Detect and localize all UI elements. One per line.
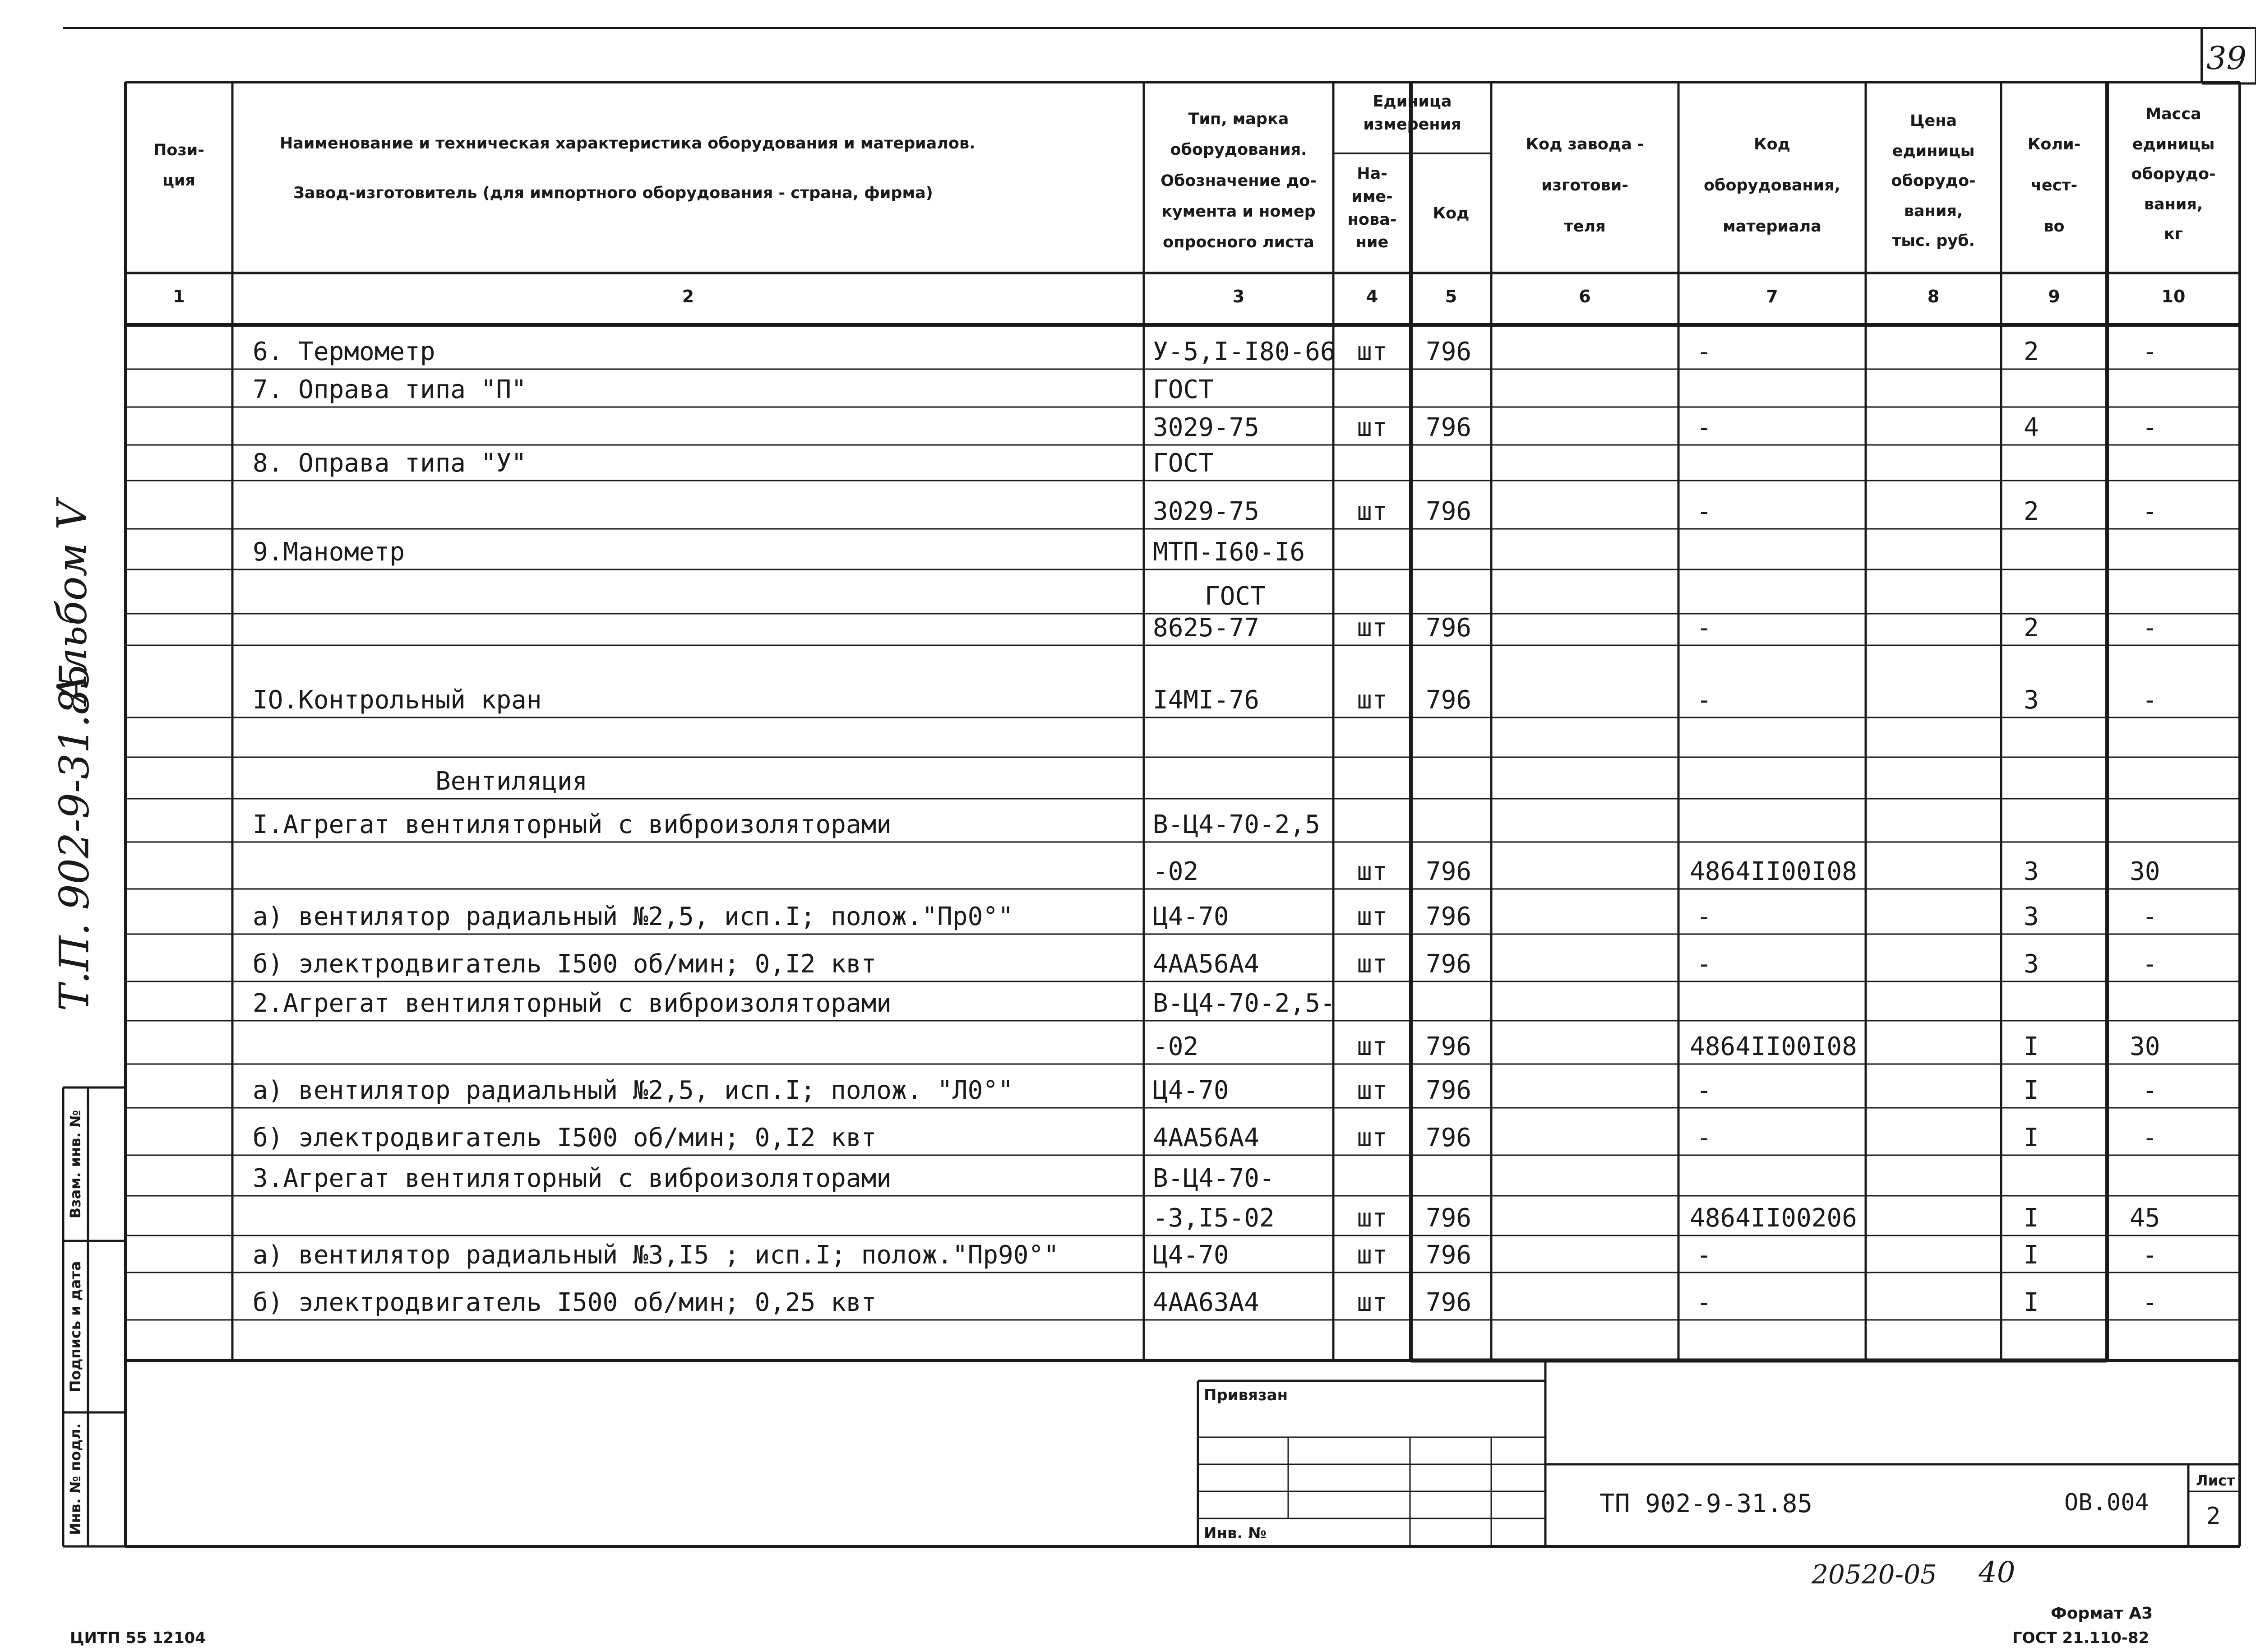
column-number: 3	[1232, 287, 1245, 306]
cell-unit: шт	[1357, 1123, 1387, 1152]
cell-material-code: -	[1697, 337, 1712, 366]
footer-gost: ГОСТ 21.110-82	[2012, 1629, 2150, 1647]
cell-unit: шт	[1357, 685, 1387, 715]
cell-unit: шт	[1357, 1288, 1387, 1317]
cell-mass: -	[2142, 1240, 2158, 1270]
cell-unit-code: 796	[1426, 1240, 1472, 1270]
cell-unit-code: 796	[1426, 1123, 1472, 1152]
cell-material-code: -	[1697, 1240, 1712, 1270]
cell-name: б) электродвигатель I500 об/мин; 0,I2 квт	[253, 949, 877, 979]
cell-name: а) вентилятор радиальный №2,5, исп.I; полож."Пр0°"	[253, 902, 1013, 931]
cell-unit: шт	[1357, 1240, 1387, 1270]
column-number: 10	[2161, 287, 2186, 306]
cell-material-code: 4864II00I08	[1690, 857, 1857, 886]
cell-material-code: -	[1697, 497, 1712, 526]
stamp-designation: ТП 902-9-31.85	[1600, 1489, 1813, 1518]
cell-unit: шт	[1357, 613, 1387, 643]
header-unit-group: Единица измерения	[1363, 93, 1461, 134]
cell-quantity: 2	[2024, 337, 2039, 366]
cell-mass: -	[2142, 685, 2158, 715]
cell-unit: шт	[1357, 497, 1387, 526]
cell-quantity: I	[2024, 1203, 2039, 1233]
cell-material-code: -	[1697, 613, 1712, 643]
stamp-code: ОВ.004	[2064, 1489, 2149, 1516]
cell-unit-code: 796	[1426, 1203, 1472, 1233]
cell-unit-code: 796	[1426, 949, 1472, 979]
cell-quantity: I	[2024, 1032, 2039, 1061]
cell-material-code: -	[1697, 413, 1712, 442]
header-name-line2: Завод-изготовитель (для импортного оборудования - страна, фирма)	[293, 184, 933, 202]
cell-quantity: 3	[2024, 949, 2039, 979]
cell-unit: шт	[1357, 1203, 1387, 1233]
cell-mass: -	[2142, 902, 2158, 931]
cell-type: -02	[1153, 857, 1199, 886]
album-label: Альбом V	[48, 500, 96, 704]
cell-mass: 30	[2130, 857, 2160, 886]
header-name-line1: Наименование и техническая характеристика оборудования и материалов.	[280, 134, 975, 153]
cell-unit: шт	[1357, 413, 1387, 442]
cell-material-code: 4864II00I08	[1690, 1032, 1857, 1061]
cell-unit-code: 796	[1426, 902, 1472, 931]
sheet-corner-number: 39	[2206, 40, 2247, 77]
cell-type: 3029-75	[1153, 497, 1260, 526]
cell-quantity: I	[2024, 1076, 2039, 1105]
cell-quantity: I	[2024, 1288, 2039, 1317]
column-number: 7	[1766, 287, 1778, 306]
stamp-sheet-label: Лист	[2196, 1472, 2235, 1489]
header-mass: Масса единицы оборудо- вания, кг	[2131, 105, 2216, 243]
cell-name: Вентиляция	[435, 767, 588, 796]
stamp-privyazan: Привязан	[1204, 1386, 1288, 1404]
cell-name: а) вентилятор радиальный №3,I5 ; исп.I; полож."Пр90°"	[253, 1240, 1059, 1270]
cell-type: В-Ц4-70-2,5-	[1153, 989, 1336, 1018]
cell-type: 4АА56А4	[1153, 1123, 1260, 1152]
cell-unit-code: 796	[1426, 1288, 1472, 1317]
cell-mass: -	[2142, 613, 2158, 643]
cell-material-code: -	[1697, 902, 1712, 931]
cell-name: б) электродвигатель I500 об/мин; 0,I2 квт	[253, 1123, 877, 1152]
cell-name: 2.Агрегат вентиляторный с виброизоляторами	[253, 989, 892, 1018]
cell-material-code: -	[1697, 1123, 1712, 1152]
cell-type: Ц4-70	[1153, 1076, 1229, 1105]
cell-type: У-5,I-I80-66	[1153, 337, 1336, 366]
cell-unit-code: 796	[1426, 497, 1472, 526]
cell-type: 4АА56А4	[1153, 949, 1260, 979]
cell-name: 3.Агрегат вентиляторный с виброизоляторами	[253, 1164, 892, 1193]
footer-page-number: 40	[1979, 1556, 2016, 1589]
cell-type: I4MI-76	[1153, 685, 1260, 715]
header-factory-code: Код завода - изготови- теля	[1526, 135, 1644, 236]
stamp-sheet-value: 2	[2206, 1503, 2221, 1530]
column-number: 1	[173, 287, 185, 306]
cell-unit-code: 796	[1426, 613, 1472, 643]
cell-mass: 30	[2130, 1032, 2160, 1061]
header-price: Цена единицы оборудо- вания, тыс. руб.	[1891, 112, 1976, 250]
column-number: 2	[682, 287, 694, 306]
cell-name: б) электродвигатель I500 об/мин; 0,25 квт	[253, 1288, 877, 1317]
cell-unit: шт	[1357, 949, 1387, 979]
cell-material-code: -	[1697, 949, 1712, 979]
cell-name: IO.Контрольный кран	[253, 685, 542, 715]
cell-quantity: I	[2024, 1123, 2039, 1152]
cell-mass: -	[2142, 1123, 2158, 1152]
column-number: 6	[1579, 287, 1591, 306]
cell-mass: -	[2142, 497, 2158, 526]
cell-unit: шт	[1357, 857, 1387, 886]
cell-unit: шт	[1357, 1076, 1387, 1105]
inv-podl-label: Инв. № подл.	[67, 1423, 84, 1535]
cell-mass: -	[2142, 337, 2158, 366]
cell-type: МТП-I60-I6	[1153, 537, 1305, 567]
cell-type: Ц4-70	[1153, 902, 1229, 931]
vzam-inv-label: Взам. инв. №	[67, 1110, 84, 1219]
cell-type: ГОСТ	[1205, 582, 1266, 611]
header-unit-code: Код	[1433, 204, 1470, 222]
cell-quantity: 3	[2024, 685, 2039, 715]
cell-type: 4АА63А4	[1153, 1288, 1260, 1317]
cell-type: Ц4-70	[1153, 1240, 1229, 1270]
header-quantity: Коли- чест- во	[2027, 135, 2081, 236]
cell-mass: 45	[2130, 1203, 2160, 1233]
signature-date-label: Подпись и дата	[67, 1261, 84, 1393]
cell-quantity: 4	[2024, 413, 2039, 442]
cell-unit: шт	[1357, 337, 1387, 366]
cell-unit-code: 796	[1426, 685, 1472, 715]
cell-type: -02	[1153, 1032, 1199, 1061]
cell-unit-code: 796	[1426, 1032, 1472, 1061]
cell-unit-code: 796	[1426, 1076, 1472, 1105]
cell-type: 8625-77	[1153, 613, 1260, 643]
project-side-label: Т.П. 902-9-31.85	[51, 663, 98, 1011]
cell-mass: -	[2142, 1288, 2158, 1317]
footer-archive-number: 20520-05	[1812, 1559, 1937, 1590]
cell-name: а) вентилятор радиальный №2,5, исп.I; полож. "Л0°"	[253, 1076, 1013, 1105]
cell-type: 3029-75	[1153, 413, 1260, 442]
cell-type: В-Ц4-70-2,5	[1153, 810, 1320, 839]
cell-type: -3,I5-02	[1153, 1203, 1275, 1233]
cell-type: В-Ц4-70-	[1153, 1164, 1275, 1193]
column-number: 9	[2048, 287, 2060, 306]
header-type: Тип, марка оборудования. Обозначение до- кумента и номер опросного листа	[1160, 110, 1317, 251]
header-position: Пози- ция	[153, 141, 204, 190]
cell-material-code: -	[1697, 1076, 1712, 1105]
cell-type: ГОСТ	[1153, 375, 1214, 404]
cell-name: 7. Оправа типа "П"	[253, 375, 527, 404]
cell-material-code: -	[1697, 1288, 1712, 1317]
cell-unit-code: 796	[1426, 857, 1472, 886]
cell-mass: -	[2142, 949, 2158, 979]
header-material-code: Код оборудования, материала	[1704, 135, 1840, 236]
cell-quantity: I	[2024, 1240, 2039, 1270]
cell-unit-code: 796	[1426, 413, 1472, 442]
cell-material-code: 4864II00206	[1690, 1203, 1857, 1233]
footer-format: Формат А3	[2051, 1604, 2153, 1623]
cell-quantity: 3	[2024, 857, 2039, 886]
column-number: 8	[1927, 287, 1940, 306]
cell-material-code: -	[1697, 685, 1712, 715]
cell-mass: -	[2142, 1076, 2158, 1105]
cell-unit: шт	[1357, 902, 1387, 931]
cell-unit-code: 796	[1426, 337, 1472, 366]
stamp-inv-no: Инв. №	[1204, 1524, 1267, 1542]
cell-name: 8. Оправа типа "У"	[253, 449, 527, 478]
column-number: 5	[1445, 287, 1457, 306]
cell-name: I.Агрегат вентиляторный с виброизоляторами	[253, 810, 892, 839]
cell-name: 9.Манометр	[253, 537, 405, 567]
footer-left-code: ЦИТП 55 12104	[70, 1629, 206, 1647]
cell-type: ГОСТ	[1153, 449, 1214, 478]
column-number: 4	[1366, 287, 1378, 306]
cell-quantity: 3	[2024, 902, 2039, 931]
cell-mass: -	[2142, 413, 2158, 442]
header-unit-name: На- име- нова- ние	[1347, 165, 1397, 252]
cell-quantity: 2	[2024, 613, 2039, 643]
cell-unit: шт	[1357, 1032, 1387, 1061]
cell-quantity: 2	[2024, 497, 2039, 526]
cell-name: 6. Термометр	[253, 337, 435, 366]
